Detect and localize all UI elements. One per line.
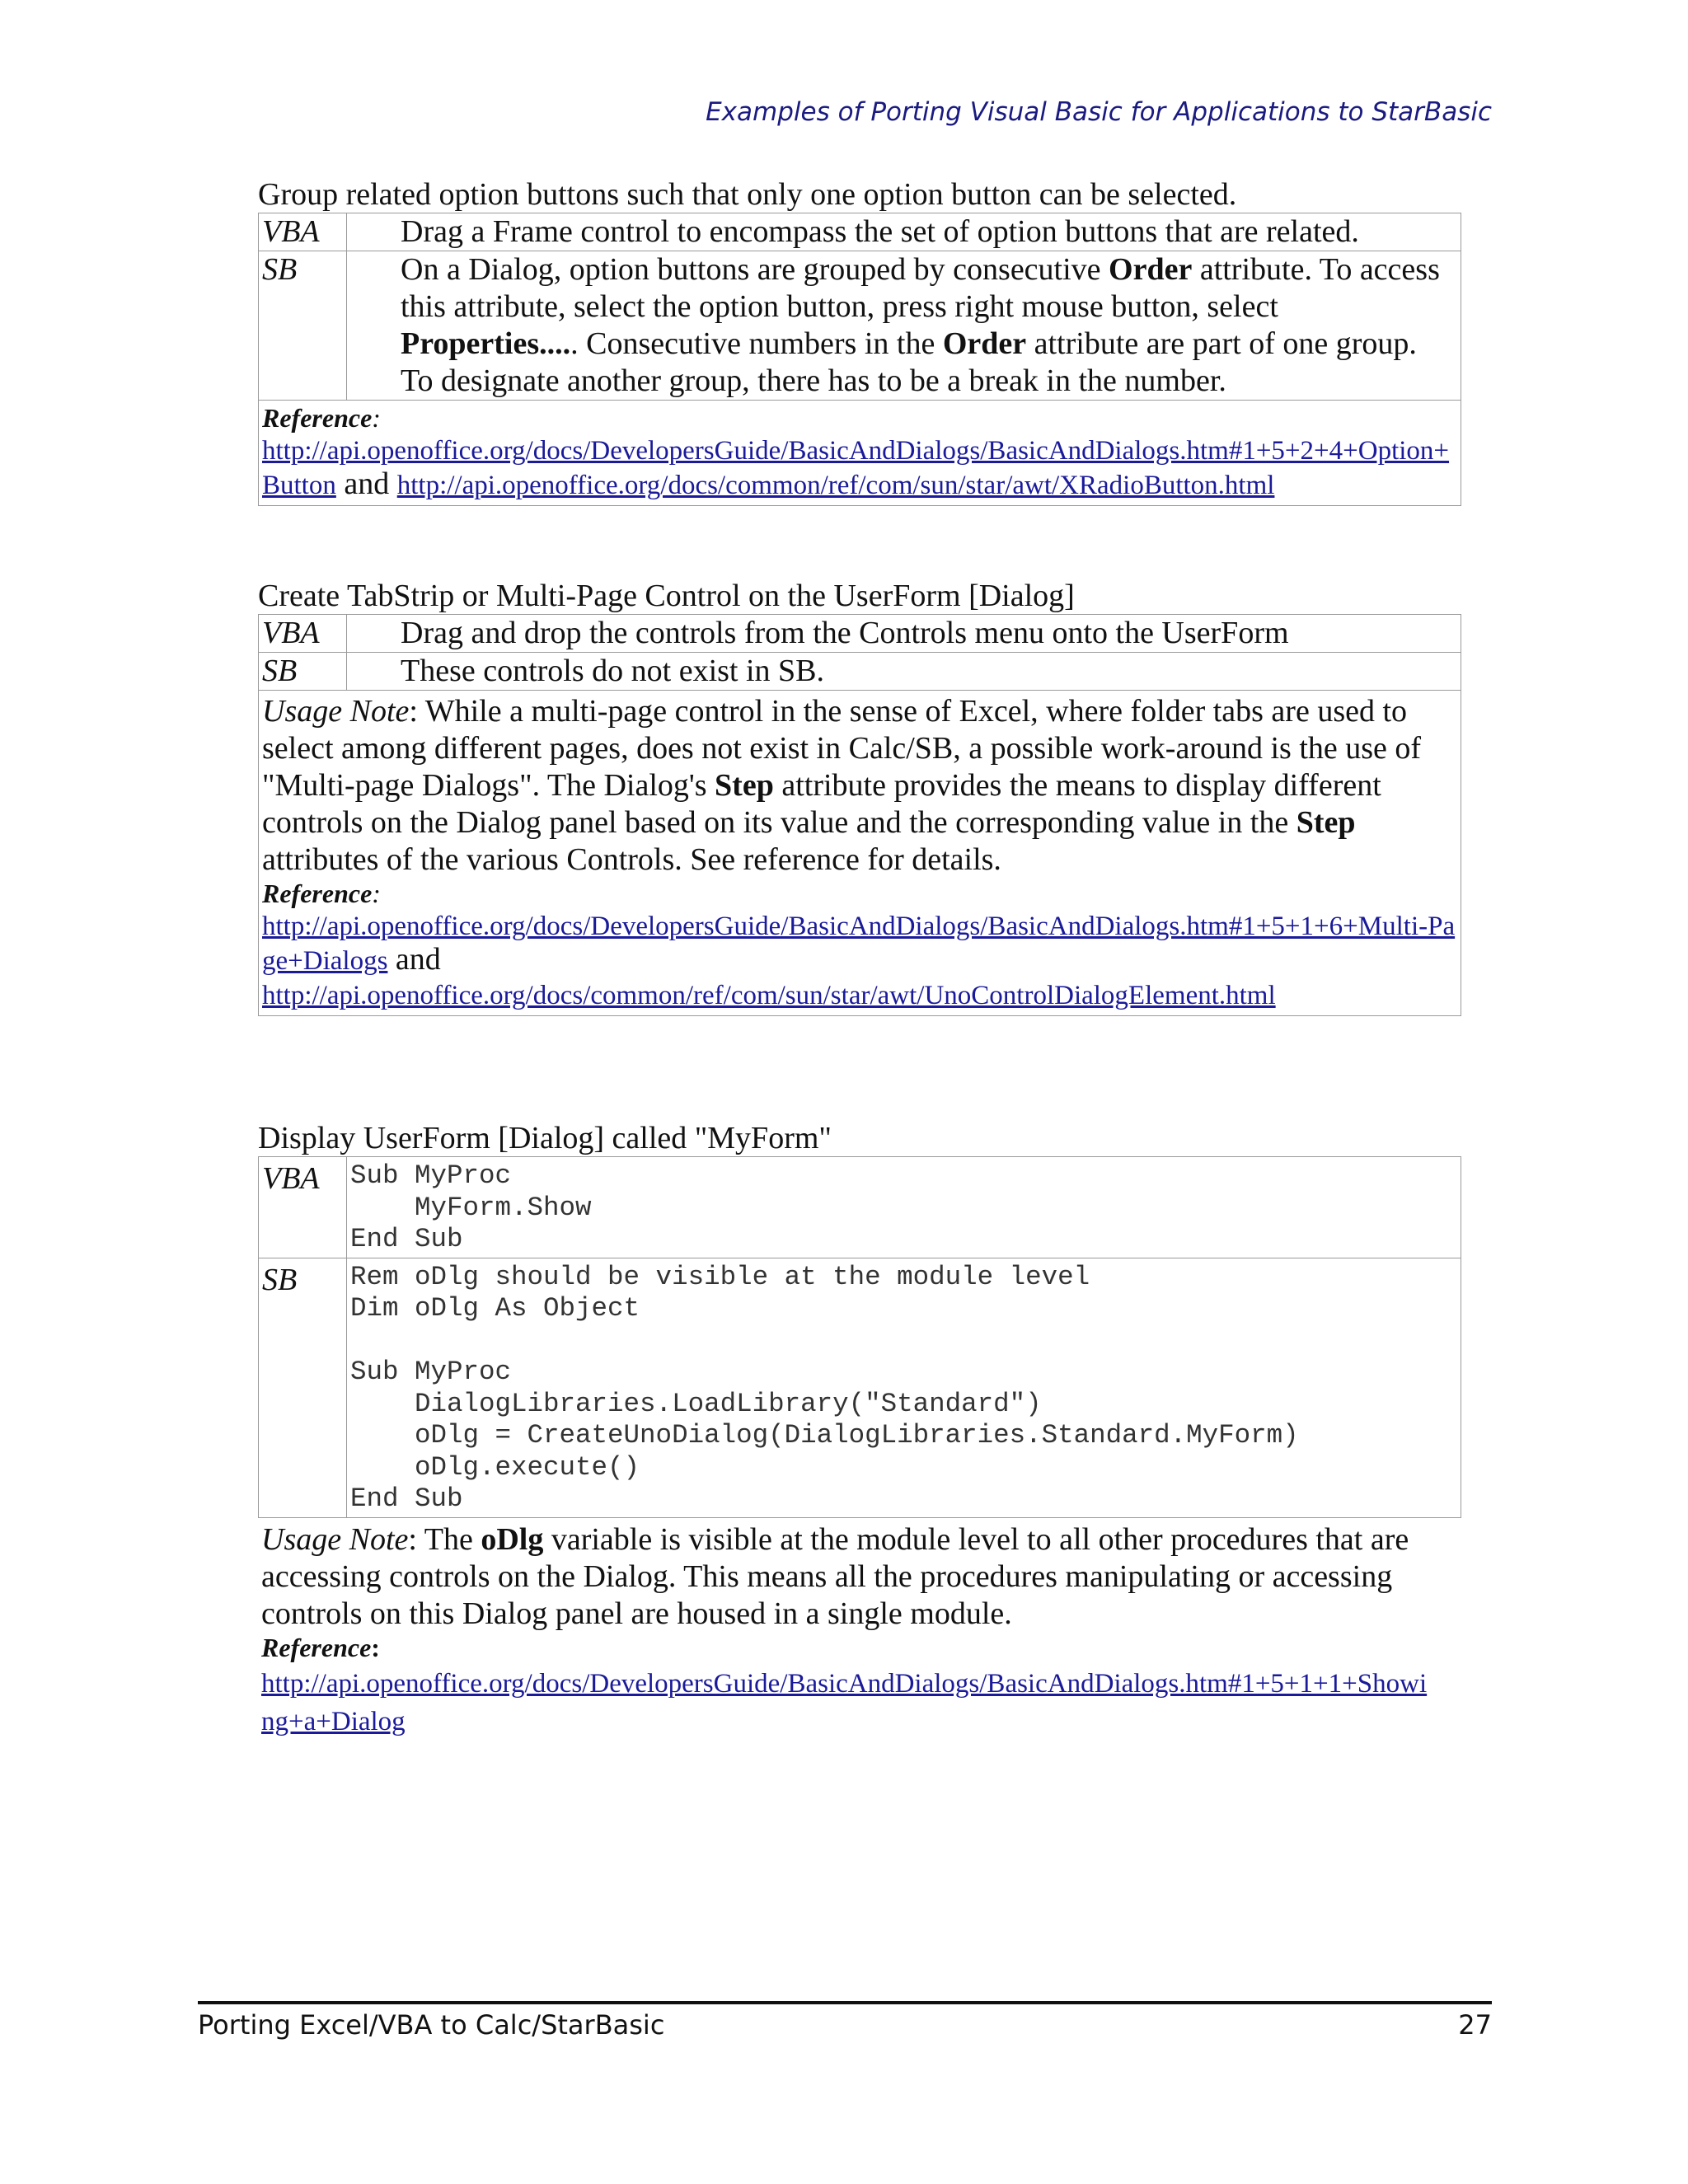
- section-option-buttons: [258, 176, 1461, 506]
- usage-note-label: Usage Note: [262, 694, 410, 729]
- vba-code-block: Sub MyProc MyForm.Show End Sub: [347, 1157, 1461, 1258]
- usage-note: [262, 693, 1457, 879]
- page-number: 27: [1458, 2009, 1492, 2041]
- sb-description: [347, 251, 1461, 401]
- row-label-sb: SB: [259, 1258, 347, 1517]
- text-run: On a Dialog, option buttons are grouped by consecutive: [401, 252, 1109, 287]
- bold-term: Properties....: [401, 326, 571, 361]
- table-row: [259, 251, 1461, 401]
- reference-colon: :: [372, 403, 381, 433]
- reference-colon: :: [371, 1632, 380, 1662]
- reference-link[interactable]: http://api.openoffice.org/docs/DevelopersGuide/BasicAndDialogs/BasicAndDialogs.htm#1+5+1+6+Multi-Page+Dialogs: [262, 912, 1456, 976]
- vba-description: Drag a Frame control to encompass the set of option buttons that are related.: [347, 213, 1461, 251]
- code-comparison-table: [258, 1156, 1461, 1518]
- bold-term: Order: [942, 326, 1027, 361]
- text-run: attribute. To access this attribute, select the option button, press right mouse button, select: [401, 252, 1440, 324]
- conjunction-text: and: [387, 942, 441, 977]
- vba-description: Drag and drop the controls from the Controls menu onto the UserForm: [347, 615, 1461, 653]
- reference-label: Reference: [261, 1632, 372, 1662]
- usage-note-label: Usage Note: [261, 1521, 409, 1557]
- bold-term: Step: [715, 768, 774, 803]
- text-run: : The: [408, 1521, 481, 1557]
- table-row: [259, 653, 1461, 691]
- row-label-sb: SB: [259, 653, 347, 691]
- reference-label: Reference: [262, 879, 373, 908]
- row-label-vba: VBA: [259, 615, 347, 653]
- text-run: attribute are part of one group. To designate another group, there has to be a break in the number.: [401, 326, 1417, 398]
- text-run: : While a multi-page control in the sense of Excel, where folder tabs are used to select among different pages, does not exist in Calc/SB, a possible work-around is the use of "Multi-page Dialogs". The Dialog's: [262, 694, 1422, 803]
- table-row: [259, 1258, 1461, 1517]
- section-caption: Display UserForm [Dialog] called "MyForm": [258, 1121, 832, 1155]
- table-row: [259, 1157, 1461, 1258]
- section-caption: Group related option buttons such that only one option button can be selected.: [258, 177, 1237, 212]
- footer-title: Porting Excel/VBA to Calc/StarBasic: [198, 2009, 665, 2041]
- reference-link[interactable]: http://api.openoffice.org/docs/DevelopersGuide/BasicAndDialogs/BasicAndDialogs.htm#1+5+1+1+Showing+a+Dialog: [261, 1668, 1428, 1736]
- footer-rule: [198, 2001, 1492, 2004]
- reference-link[interactable]: http://api.openoffice.org/docs/common/ref/com/sun/star/awt/XRadioButton.html: [396, 471, 1275, 500]
- running-header: Examples of Porting Visual Basic for Applications to StarBasic: [706, 97, 1492, 127]
- section-display-userform: [258, 1120, 1461, 1743]
- sb-description: These controls do not exist in SB.: [347, 653, 1461, 691]
- text-run: attributes of the various Controls. See reference for details.: [262, 842, 1001, 877]
- bold-term: Order: [1109, 252, 1193, 287]
- reference-colon: :: [372, 879, 381, 908]
- bold-term: Step: [1296, 805, 1356, 840]
- conjunction-text: and: [335, 466, 397, 501]
- reference-label: Reference: [262, 403, 373, 433]
- bold-term: oDlg: [481, 1521, 544, 1557]
- comparison-table: [258, 614, 1461, 1016]
- row-label-sb: SB: [259, 251, 347, 401]
- row-label-vba: VBA: [259, 1157, 347, 1258]
- text-run: variable is visible at the module level to all other procedures that are accessing controls on the Dialog. This means all the procedures manipulating or accessing controls on this Dialog panel are housed in a single module.: [261, 1521, 1409, 1631]
- text-run: . Consecutive numbers in the: [570, 326, 943, 361]
- comparison-table: [258, 213, 1461, 506]
- table-row: [259, 691, 1461, 1016]
- reference-cell: [259, 401, 1461, 506]
- sb-code-block: Rem oDlg should be visible at the module level Dim oDlg As Object Sub MyProc DialogLibraries.LoadLibrary("Standard") oDlg = CreateUnoDialog(DialogLibraries.Standard.MyForm) oDlg.execute() End Sub: [347, 1258, 1461, 1517]
- table-row: [259, 213, 1461, 251]
- reference-link[interactable]: http://api.openoffice.org/docs/common/ref/com/sun/star/awt/UnoControlDialogElement.html: [262, 981, 1276, 1010]
- usage-note-cell: [259, 691, 1461, 1016]
- usage-note: [258, 1518, 1461, 1633]
- table-row: [259, 401, 1461, 506]
- table-row: [259, 615, 1461, 653]
- row-label-vba: VBA: [259, 213, 347, 251]
- text-run: attribute provides the means to display different controls on the Dialog panel based on its value and the corresponding value in the: [262, 768, 1381, 840]
- reference-link[interactable]: http://api.openoffice.org/docs/DevelopersGuide/BasicAndDialogs/BasicAndDialogs.htm#1+5+2+4+Option+Button: [262, 436, 1450, 500]
- section-caption: Create TabStrip or Multi-Page Control on the UserForm [Dialog]: [258, 579, 1075, 613]
- section-tabstrip: [258, 578, 1461, 1016]
